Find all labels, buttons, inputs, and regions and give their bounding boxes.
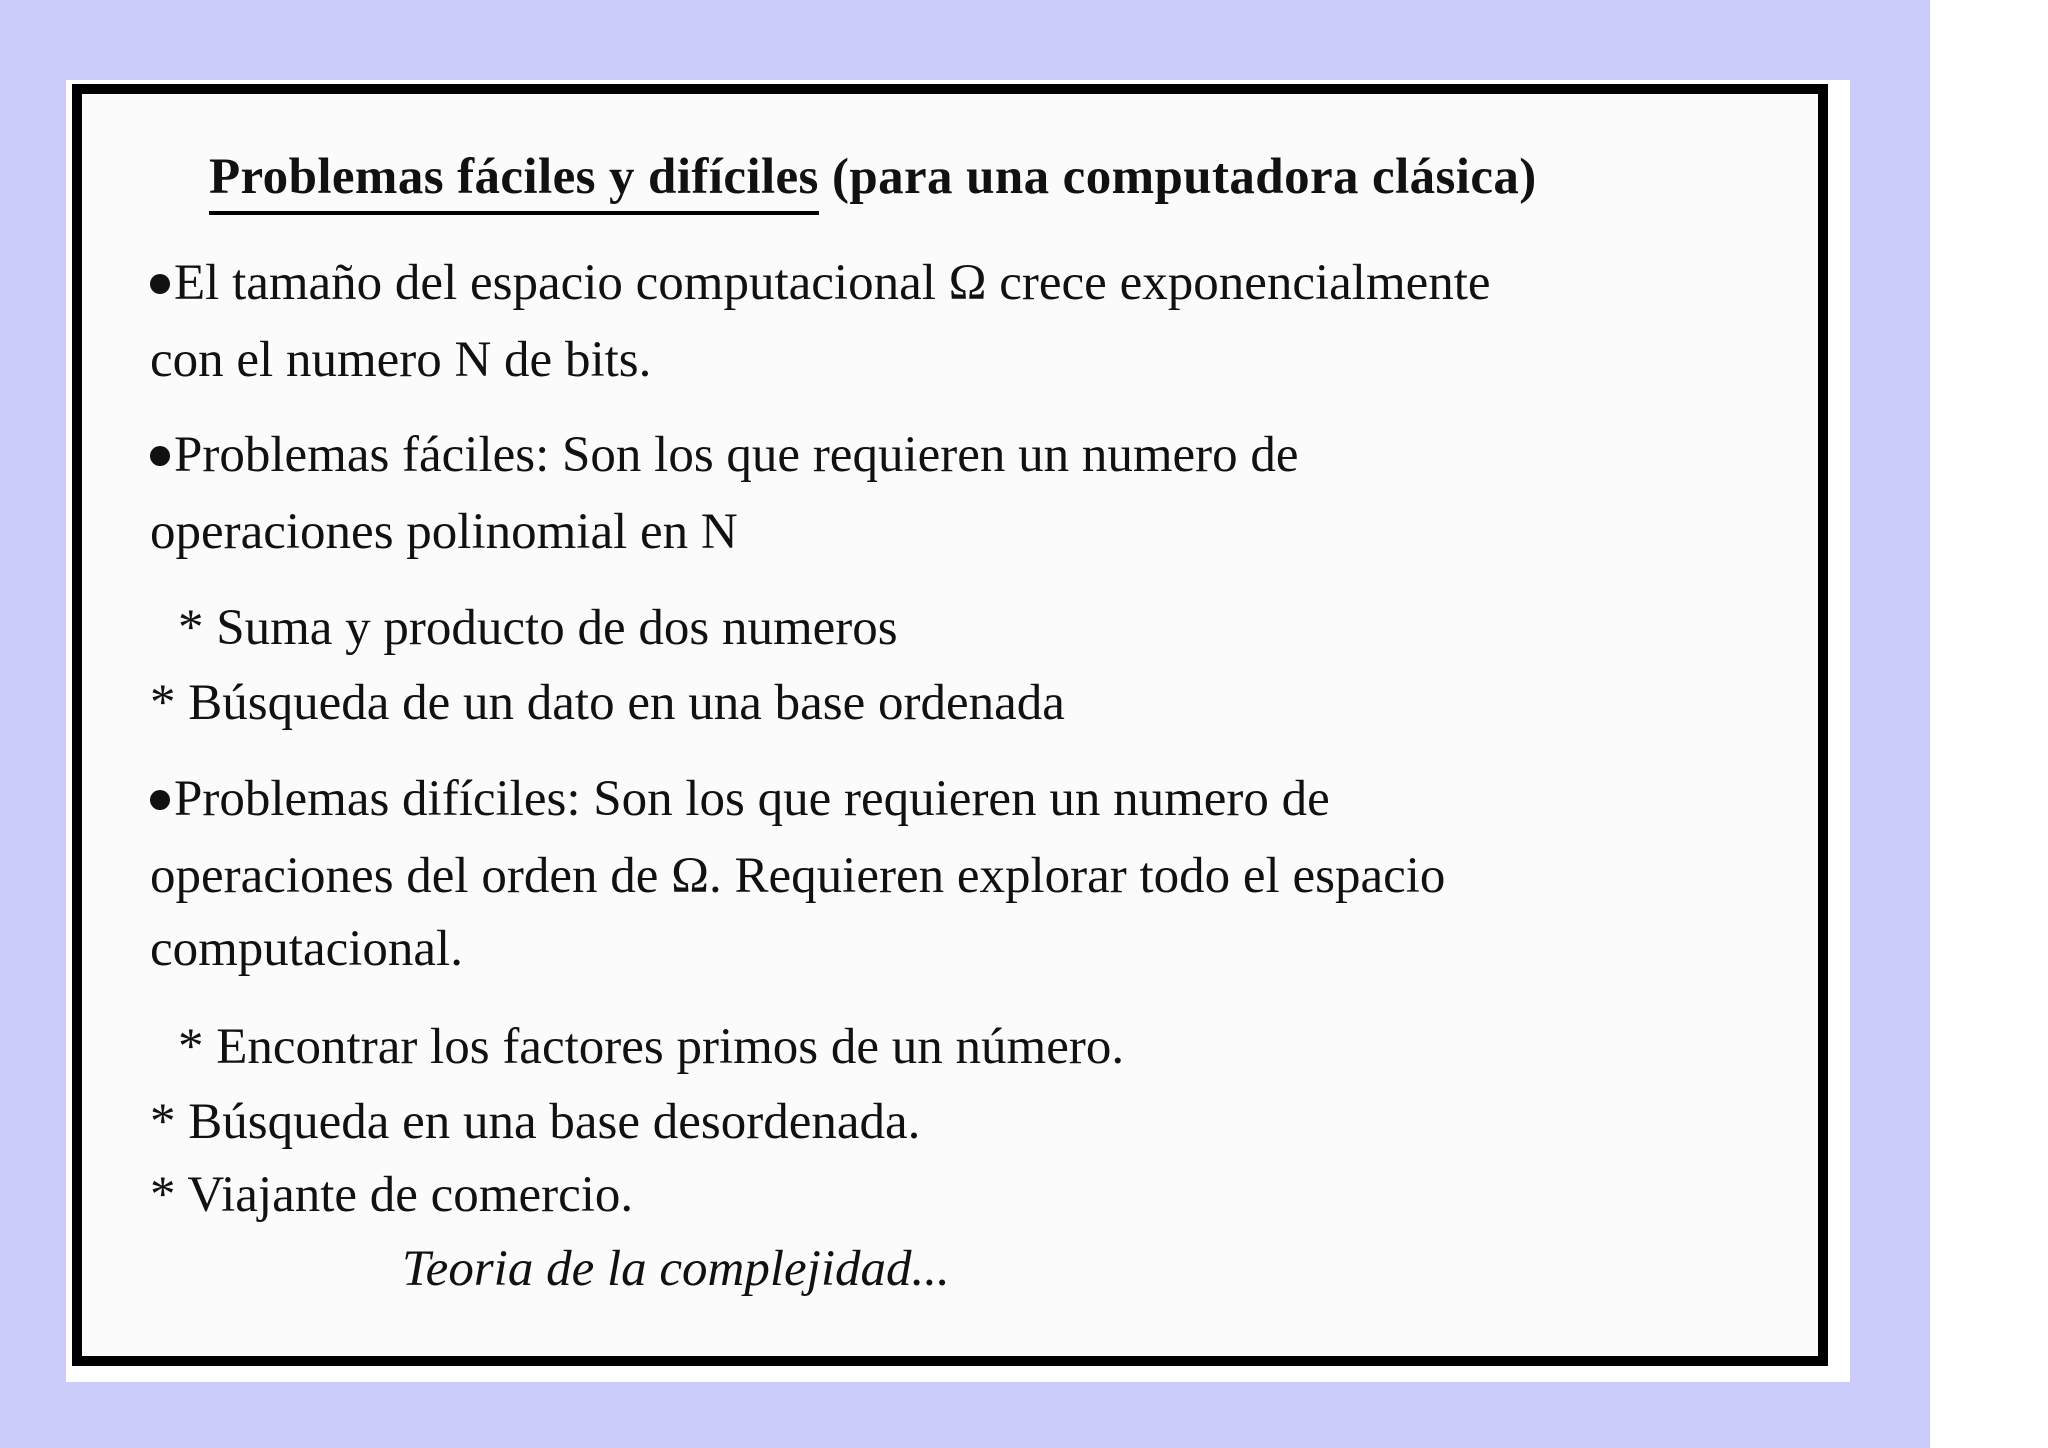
bullet-dot-icon: [150, 274, 170, 294]
bullet-1-line-1: El tamaño del espacio computacional Ω crece exponencialmente: [150, 258, 1491, 309]
hard-example-3: * Viajante de comercio.: [150, 1167, 634, 1223]
easy-example-2: * Búsqueda de un dato en una base ordenada: [150, 675, 1065, 731]
bullet-3-line-2: operaciones del orden de Ω. Requieren explorar todo el espacio: [150, 848, 1446, 904]
bullet-2-line-1: Problemas fáciles: Son los que requieren un numero de: [150, 430, 1299, 481]
hard-example-2: * Búsqueda en una base desordenada.: [150, 1094, 921, 1150]
bullet-2-line-2: operaciones polinomial en N: [150, 504, 738, 560]
bullet-3-line-1: Problemas difíciles: Son los que requieren un numero de: [150, 774, 1330, 825]
title-rest: (para una computadora clásica): [818, 149, 1537, 205]
bullet-3-line-3: computacional.: [150, 921, 463, 977]
bullet-dot-icon: [150, 790, 170, 810]
bullet-dot-icon: [150, 446, 170, 466]
title-underlined: Problemas fáciles y difíciles: [209, 149, 819, 215]
bullet-1-line-2: con el numero N de bits.: [150, 332, 652, 388]
slide-frame: [72, 84, 1828, 1366]
slide-title: [209, 149, 1537, 205]
easy-example-1: * Suma y producto de dos numeros: [178, 600, 898, 656]
footnote: Teoria de la complejidad...: [402, 1241, 950, 1297]
hard-example-1: * Encontrar los factores primos de un número.: [178, 1019, 1125, 1075]
